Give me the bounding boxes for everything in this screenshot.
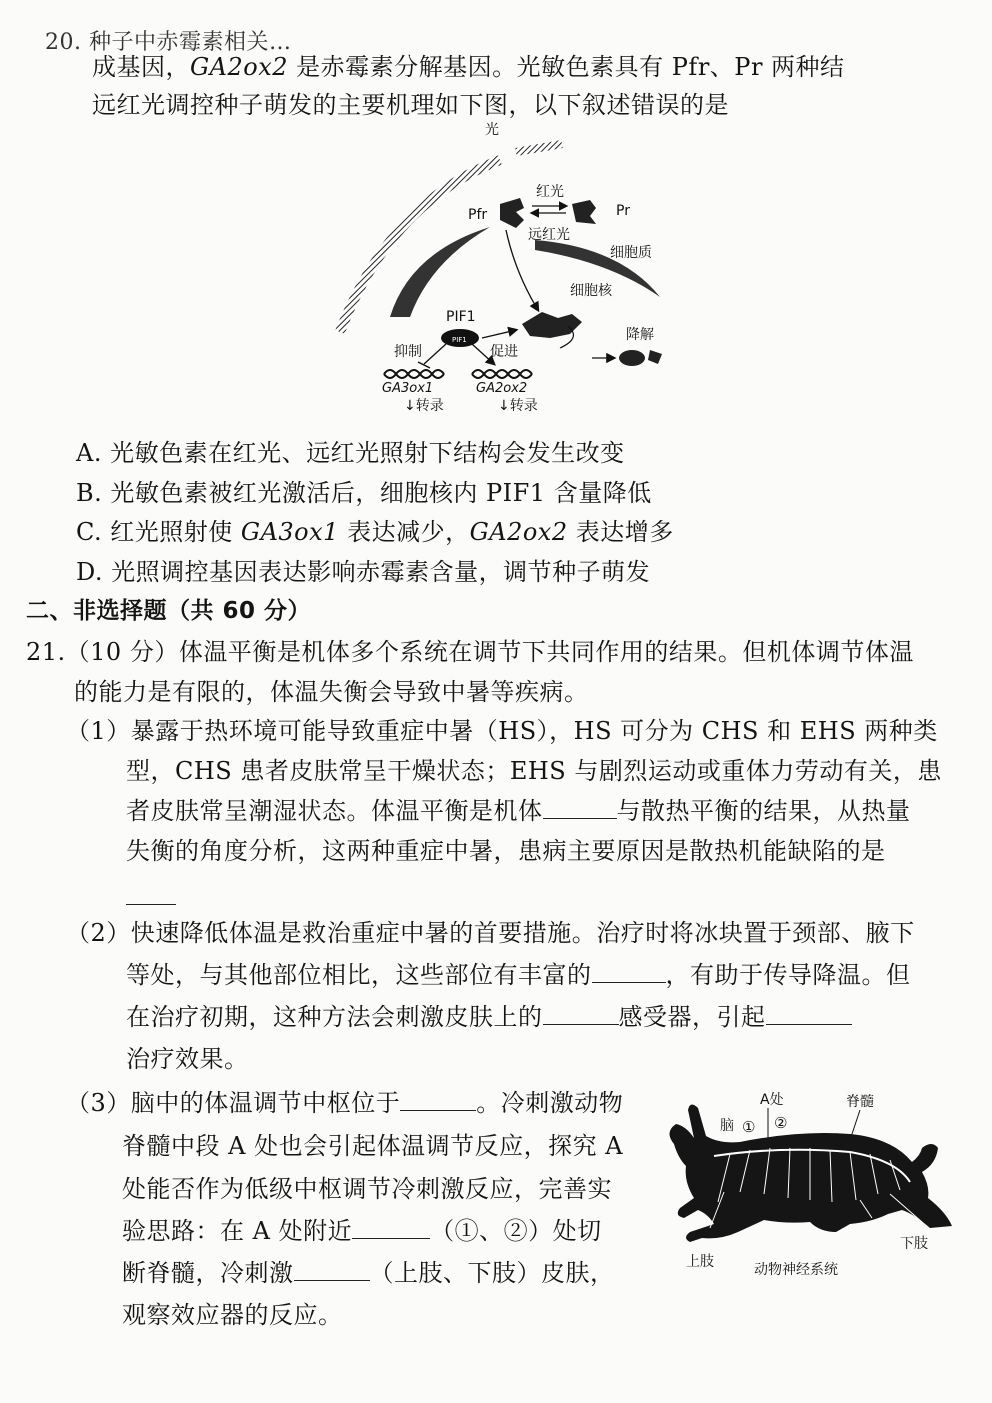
q21-p3-line2: 脊髓中段 A 处也会引起体温调节反应，探究 A bbox=[122, 1132, 624, 1160]
q21-text: （3）脑中的体温调节中枢位于 bbox=[66, 1089, 401, 1117]
q20-stem-line1 bbox=[92, 52, 845, 82]
pfr-label: Pfr bbox=[468, 207, 488, 223]
transcribe-label-2: ↓转录 bbox=[498, 398, 538, 414]
cell-membrane bbox=[340, 160, 500, 332]
promote-label: 促进 bbox=[490, 344, 518, 360]
option-text: C. 红光照射使 bbox=[76, 518, 241, 546]
pif1-small-label: PIF1 bbox=[452, 336, 467, 344]
q20-option-c bbox=[76, 517, 674, 547]
cut-site-1-label: ① bbox=[742, 1118, 756, 1136]
nucleus-label: 细胞核 bbox=[570, 283, 612, 299]
q21-p3-line3: 处能否作为低级中枢调节冷刺激反应，完善实 bbox=[122, 1175, 612, 1203]
degraded-fragment-2 bbox=[648, 350, 662, 364]
answer-blank-cut-site[interactable] bbox=[352, 1216, 430, 1239]
q21-p3-line4 bbox=[122, 1216, 602, 1246]
q21-text: ，有助于传导降温。但 bbox=[665, 961, 911, 989]
inhibit-line bbox=[424, 344, 446, 364]
option-text: 表达减少， bbox=[338, 518, 470, 546]
q21-text: 断脊髓，冷刺激 bbox=[122, 1259, 294, 1287]
q21-p2-line3 bbox=[126, 1002, 852, 1032]
degrade-label: 降解 bbox=[626, 327, 654, 343]
q21-text: 在治疗初期，这种方法会刺激皮肤上的 bbox=[126, 1003, 543, 1031]
q20-option-d: D. 光照调控基因表达影响赤霉素含量，调节种子萌发 bbox=[76, 558, 651, 586]
q21-p3-line6: 观察效应器的反应。 bbox=[122, 1301, 343, 1329]
pif1-label: PIF1 bbox=[446, 309, 476, 325]
far-red-label: 远红光 bbox=[528, 227, 570, 243]
section-title: 二、非选择题（共 60 分） bbox=[26, 598, 312, 624]
q21-stem-line1: 21.（10 分）体温平衡是机体多个系统在调节下共同作用的结果。但机体调节体温 bbox=[26, 638, 914, 666]
cut-site-2-label: ② bbox=[774, 1114, 788, 1132]
option-text: 表达增多 bbox=[567, 518, 674, 546]
inhibit-label: 抑制 bbox=[394, 344, 422, 360]
q21-p1-line3 bbox=[126, 796, 911, 826]
rabbit-silhouette bbox=[669, 1104, 952, 1242]
lower-limb-label: 下肢 bbox=[900, 1236, 928, 1252]
answer-blank-heat-production[interactable] bbox=[543, 796, 617, 819]
pif1-binding-arrow bbox=[482, 330, 516, 338]
answer-blank-limb[interactable] bbox=[294, 1258, 370, 1281]
gene-ga3ox1-label: GA3ox1 bbox=[382, 381, 434, 396]
q21-stem-line2: 的能力是有限的，体温失衡会导致中暑等疾病。 bbox=[74, 678, 589, 706]
answer-blank-receptor[interactable] bbox=[543, 1002, 619, 1025]
q21-p2-line1: （2）快速降低体温是救治重症中暑的首要措施。治疗时将冰块置于颈部、腋下 bbox=[66, 919, 915, 947]
answer-blank-center[interactable] bbox=[400, 1088, 476, 1111]
gene-name: GA2ox2 bbox=[190, 53, 289, 81]
cell-membrane-segment bbox=[516, 144, 562, 152]
q21-p2-line2 bbox=[126, 960, 911, 990]
gene-name: GA3ox1 bbox=[240, 518, 339, 546]
degraded-fragment bbox=[619, 350, 645, 366]
q21-p3-line1 bbox=[66, 1088, 623, 1118]
figure-caption: 动物神经系统 bbox=[754, 1262, 838, 1278]
pr-label: Pr bbox=[616, 203, 630, 219]
q21-p3-line5 bbox=[122, 1258, 615, 1288]
transcribe-label-1: ↓转录 bbox=[404, 398, 444, 414]
gene-ga2ox2-label: GA2ox2 bbox=[476, 381, 528, 396]
answer-blank-effect[interactable] bbox=[766, 1002, 852, 1025]
q20-option-a: A. 光敏色素在红光、远红光照射下结构会发生改变 bbox=[76, 439, 625, 467]
q20-cut-header: 20. 种子中赤霉素相关… bbox=[45, 30, 292, 55]
q20-stem-line2: 远红光调控种子萌发的主要机理如下图，以下叙述错误的是 bbox=[92, 91, 729, 119]
upper-limb-label: 上肢 bbox=[686, 1254, 714, 1270]
q21-p2-line4: 治疗效果。 bbox=[126, 1045, 249, 1073]
cytoplasm-label: 细胞质 bbox=[610, 245, 652, 261]
q20-option-b: B. 光敏色素被红光激活后，细胞核内 PIF1 含量降低 bbox=[76, 479, 652, 507]
light-label: 光 bbox=[485, 122, 499, 138]
q21-p1-line4: 失衡的角度分析，这两种重症中暑，患病主要原因是散热机能缺陷的是 bbox=[126, 837, 886, 865]
phytochrome-diagram bbox=[320, 112, 700, 422]
brain-label: 脑 bbox=[720, 1118, 734, 1134]
q21-text: 者皮肤常呈潮湿状态。体温平衡是机体 bbox=[126, 797, 543, 825]
q21-text: 。冷刺激动物 bbox=[476, 1089, 624, 1117]
a-site-label: A处 bbox=[760, 1092, 784, 1108]
q21-text: （上肢、下肢）皮肤， bbox=[369, 1259, 615, 1287]
q21-p1-line1: （1）暴露于热环境可能导致重症中暑（HS），HS 可分为 CHS 和 EHS 两种类 bbox=[66, 717, 938, 745]
inhibit-bar bbox=[418, 362, 430, 368]
q21-text: 感受器，引起 bbox=[618, 1003, 766, 1031]
q21-p1-line2: 型，CHS 患者皮肤常呈干燥状态；EHS 与剧烈运动或重体力劳动有关，患 bbox=[126, 757, 942, 785]
q20-text: 成基因， bbox=[92, 53, 190, 81]
pfr-molecule bbox=[500, 198, 524, 228]
spinal-cord-label: 脊髓 bbox=[846, 1094, 874, 1110]
q21-text: 等处，与其他部位相比，这些部位有丰富的 bbox=[126, 961, 592, 989]
pr-molecule bbox=[572, 200, 596, 224]
q21-text: 验思路：在 A 处附近 bbox=[122, 1217, 353, 1245]
animal-nervous-system-figure bbox=[660, 1082, 960, 1292]
answer-blank-hs-type[interactable] bbox=[126, 904, 176, 905]
q21-text: （①、②）处切 bbox=[430, 1217, 602, 1245]
red-light-label: 红光 bbox=[536, 184, 564, 200]
gene-name: GA2ox2 bbox=[469, 518, 568, 546]
q20-text: 是赤霉素分解基因。光敏色素具有 Pfr、Pr 两种结 bbox=[288, 53, 845, 81]
answer-blank-vessels[interactable] bbox=[592, 960, 666, 983]
nuclear-envelope bbox=[390, 227, 490, 317]
q21-text: 与散热平衡的结果，从热量 bbox=[616, 797, 911, 825]
